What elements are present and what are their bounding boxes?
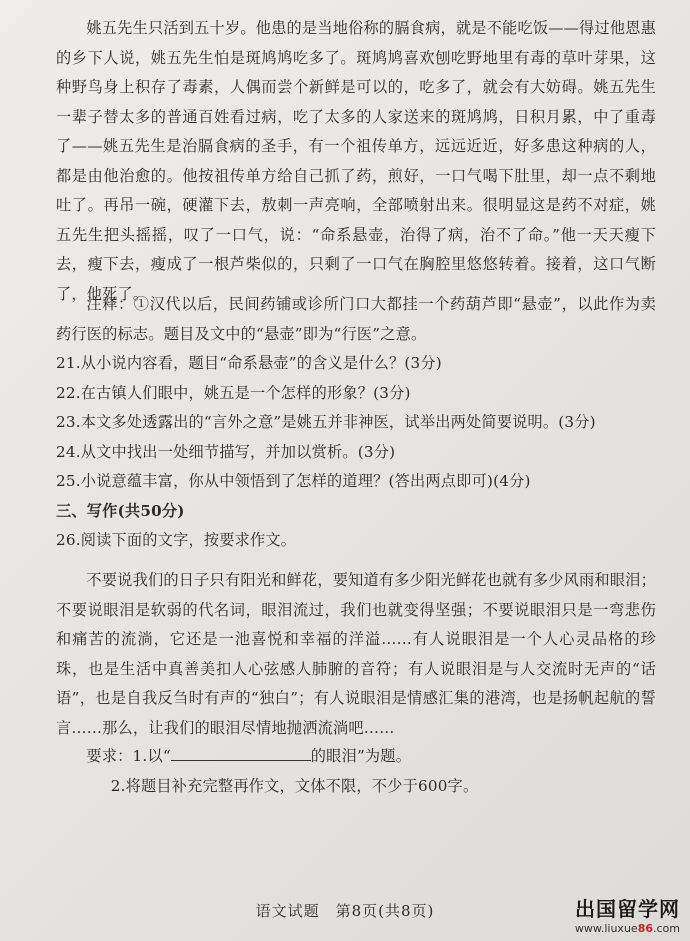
story-section <box>56 14 656 309</box>
note-section <box>56 290 656 349</box>
question-26: 26.阅读下面的文字，按要求作文。 <box>56 531 297 549</box>
essay-prompt-section <box>56 566 656 743</box>
site-watermark <box>575 893 680 935</box>
page-footer: 语文试题 第8页(共8页) <box>255 902 435 920</box>
title-blank <box>171 746 311 761</box>
question-24: 24.从文中找出一处细节描写，并加以赏析。(3分) <box>56 442 396 461</box>
requirement-2: 2.将题目补充完整再作文，文体不限，不少于600字。 <box>110 776 479 795</box>
watermark-url-prefix: www.liuxue <box>574 922 638 935</box>
story-paragraph: 姚五先生只活到五十岁。他患的是当地俗称的膈食病，就是不能吃饭——得过他恩惠的乡下人说，姚五先生怕是斑鸠鸠吃多了。斑鸠鸠喜欢刨吃野地里有毒的草叶芽果，这种野鸟身上积存了毒素，人偶而尝个新鲜是可以的，吃多了，就会有大妨碍。姚五先生一辈子替太多的普通百姓看过病，吃了太多的人家送来的斑鸠鸠，日积月累，中了重毒了——姚五先生是治膈食病的圣手，有一个祖传单方，远远近近，好多患这种病的人，都是由他治愈的。他按祖传单方给自己抓了药，煎好，一口气喝下肚里，却一点不剩地吐了。再吊一碗，硬灌下去，敖刺一声亮响，全部喷射出来。很明显这是药不对症，姚五先生把头摇摇，叹了一口气，说：“命系悬壶，治得了病，治不了命。”他一天天瘦下去，瘦下去，瘦成了一根芦柴似的，只剩了一口气在胸腔里悠悠转着。接着，这口气断了，他死了。 <box>56 19 656 303</box>
question-21: 21.从小说内容看，题目“命系悬壶”的含义是什么？(3分) <box>56 354 442 372</box>
requirement-1 <box>56 742 656 772</box>
requirement-1-prefix: 要求：1.以“ <box>86 747 171 765</box>
question-25: 25.小说意蕴丰富，你从中领悟到了怎样的道理？(答出两点即可)(4分) <box>56 472 531 490</box>
question-23: 23.本文多处透露出的“言外之意”是姚五并非神医，试举出两处简要说明。(3分) <box>56 413 596 431</box>
section-heading-writing: 三、写作(共50分) <box>56 501 185 520</box>
watermark-url-number: 86 <box>637 922 653 935</box>
watermark-url-suffix: .com <box>653 922 680 935</box>
requirements-section <box>56 742 656 801</box>
requirement-1-suffix: 的眼泪”为题。 <box>310 747 412 765</box>
question-22: 22.在古镇人们眼中，姚五是一个怎样的形象？(3分) <box>56 383 411 402</box>
annotation-note: 注释：①汉代以后，民间药铺或诊所门口大都挂一个药葫芦即“悬壶”，以此作为卖药行医的标志。题目及文中的“悬壶”即为“行医”之意。 <box>56 295 656 343</box>
essay-prompt-text: 不要说我们的日子只有阳光和鲜花，要知道有多少阳光鲜花也就有多少风雨和眼泪；不要说眼泪是软弱的代名词，眼泪流过，我们也就变得坚强；不要说眼泪只是一弯悲伤和痛苦的流淌，它还是一池喜悦和幸福的洋溢……有人说眼泪是一个人心灵品格的珍珠，也是生活中真善美扣人心弦感人肺腑的音符；有人说眼泪是与人交流时无声的“话语”，也是自我反刍时有声的“独白”；有人说眼泪是情感汇集的港湾，也是扬帆起航的誓言……那么，让我们的眼泪尽情地抛洒流淌吧…… <box>56 571 656 737</box>
watermark-url <box>575 922 680 935</box>
watermark-brand: 出国留学网 <box>575 897 680 921</box>
questions-list <box>56 349 656 556</box>
